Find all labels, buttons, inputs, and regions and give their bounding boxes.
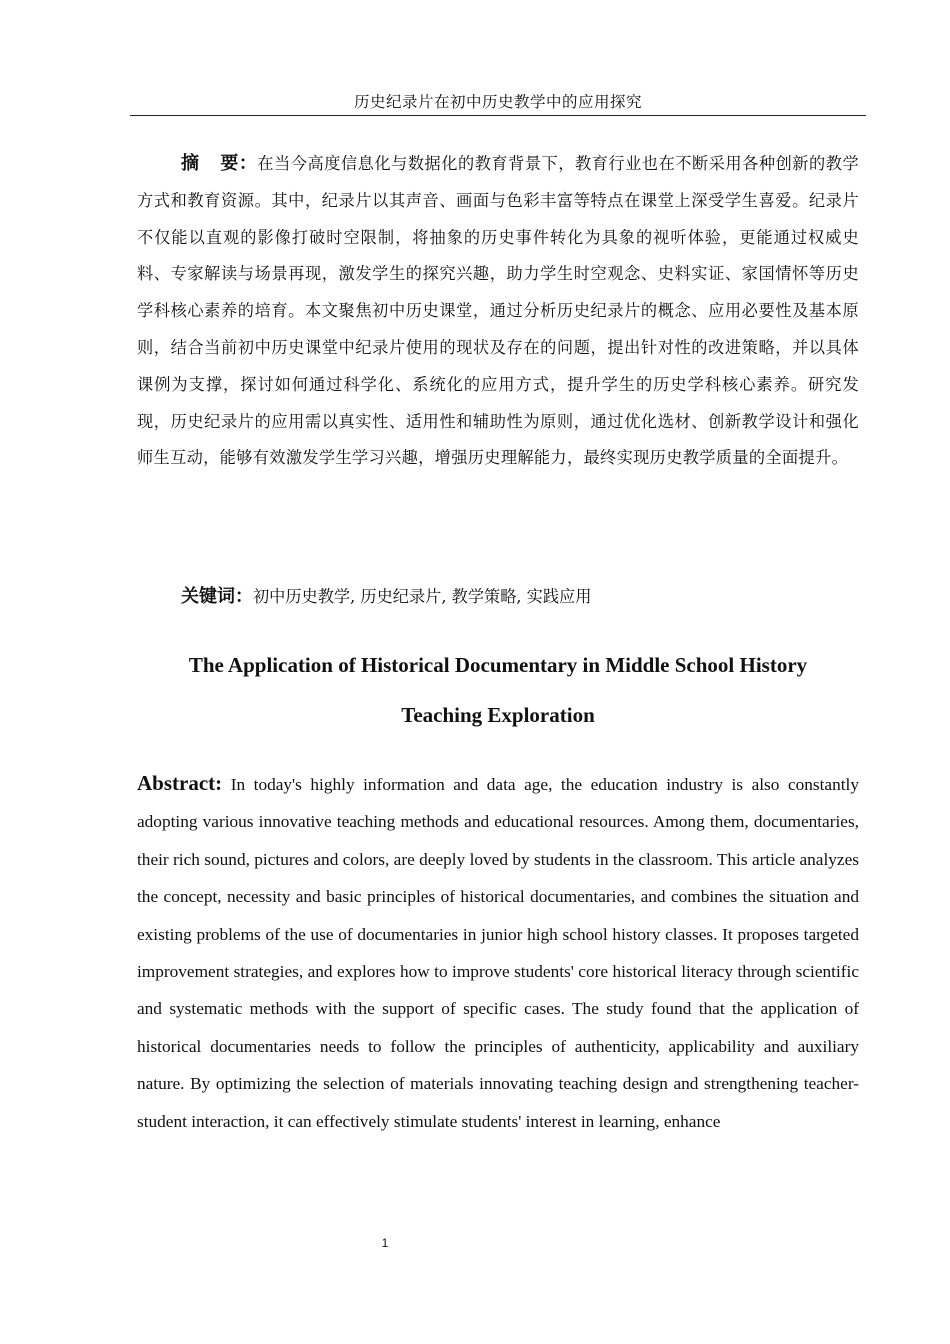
running-header: 历史纪录片在初中历史教学中的应用探究	[353, 93, 642, 111]
english-title-line-1: The Application of Historical Documentary in Middle School History	[188, 653, 808, 677]
chinese-keywords-label: 关键词	[181, 586, 235, 607]
english-abstract-text: In today's highly information and data age, the education industry is also constantly adopting various innovative teaching methods and educational resources. Among them, documentaries, their rich sound, pictures and colors, are deeply loved by students in the classroom. This article analyzes the concept, necessity and basic principles of historical documentaries, and combines the situation and existing problems of the use of documentaries in junior high school history classes. It proposes targeted improvement strategies, and explores how to improve students' core historical literacy through scientific and systematic methods with the support of specific cases. The study found that the application of historical documentaries needs to follow the principles of authenticity, applicability and auxiliary nature. By optimizing the selection of materials innovating teaching design and strengthening teacher-student interaction, it can effectively stimulate students' interest in learning, enhance	[137, 775, 859, 1131]
chinese-keywords-text: 初中历史教学, 历史纪录片, 教学策略, 实践应用	[253, 587, 592, 606]
english-title	[137, 640, 859, 740]
english-abstract	[137, 765, 859, 1140]
english-abstract-label: Abstract	[137, 771, 216, 795]
chinese-abstract-colon: ：	[238, 153, 258, 174]
english-title-line-2: Teaching Exploration	[401, 703, 595, 727]
english-abstract-colon: :	[215, 771, 223, 795]
header-rule	[130, 115, 866, 116]
page-number: 1	[381, 1236, 389, 1250]
chinese-keywords	[181, 580, 591, 614]
chinese-abstract-label: 摘 要	[181, 153, 239, 174]
chinese-keywords-colon: ：	[235, 586, 253, 607]
chinese-abstract-text: 在当今高度信息化与数据化的教育背景下，教育行业也在不断采用各种创新的教学方式和教育资源。其中，纪录片以其声音、画面与色彩丰富等特点在课堂上深受学生喜爱。纪录片不仅能以直观的影像打破时空限制，将抽象的历史事件转化为具象的视听体验，更能通过权威史料、专家解读与场景再现，激发学生的探究兴趣，助力学生时空观念、史料实证、家国情怀等历史学科核心素养的培育。本文聚焦初中历史课堂，通过分析历史纪录片的概念、应用必要性及基本原则，结合当前初中历史课堂中纪录片使用的现状及存在的问题，提出针对性的改进策略，并以具体课例为支撑，探讨如何通过科学化、系统化的应用方式，提升学生的历史学科核心素养。研究发现，历史纪录片的应用需以真实性、适用性和辅助性为原则，通过优化选材、创新教学设计和强化师生互动，能够有效激发学生学习兴趣，增强历史理解能力，最终实现历史教学质量的全面提升。	[137, 154, 859, 468]
chinese-abstract	[137, 146, 859, 477]
